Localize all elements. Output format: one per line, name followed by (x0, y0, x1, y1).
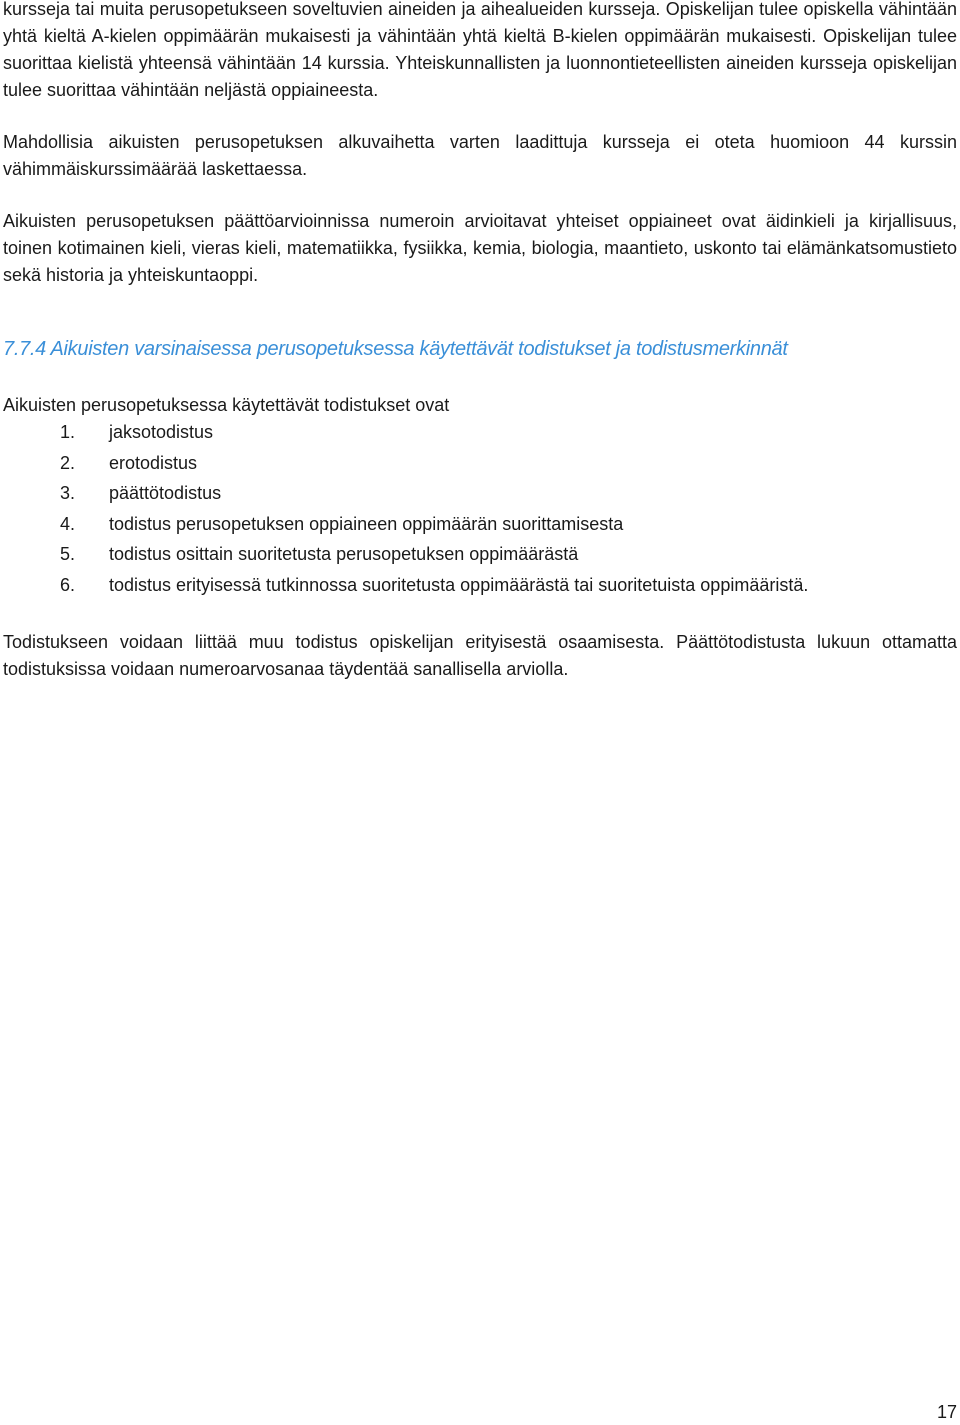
list-item-number: 6. (59, 574, 75, 595)
list-item (3, 419, 808, 450)
paragraph-language-courses: kursseja tai muita perusopetukseen soveltuvien aineiden ja aihealueiden kursseja. Opiskelijan tulee opiskella vähintään yhtä kieltä A-kielen oppimäärän mukaisesti ja vähintään yhtä kieltä B-kielen oppimäärän mukaisesti. Opiskelijan tulee suorittaa kielistä yhteensä vähintään 14 kurssia. Yhteiskunnallisten ja luonnontieteellisten aineiden kursseja opiskelijan tulee suorittaa vähintään neljästä oppiaineesta. (3, 0, 957, 100)
section-heading: 7.7.4 Aikuisten varsinaisessa perusopetuksessa käytettävät todistukset ja todistusmerkinnät (3, 338, 788, 360)
list-item-number: 4. (59, 513, 75, 534)
certificates-list (3, 419, 808, 603)
list-item-number: 2. (59, 452, 75, 473)
list-item-number: 1. (59, 422, 75, 442)
list-item (3, 450, 808, 481)
list-item (3, 572, 808, 603)
list-item-number: 5. (59, 544, 75, 565)
list-item-text: päättötodistus (109, 483, 222, 504)
paragraph-initial-phase-courses: Mahdollisia aikuisten perusopetuksen alkuvaihetta varten laadittuja kursseja ei oteta huomioon 44 kurssin vähimmäiskurssimäärää laskettaessa. (3, 132, 957, 179)
paragraph-additional-certificates: Todistukseen voidaan liittää muu todistus opiskelijan erityisestä osaamisesta. Päättötodistusta lukuun ottamatta todistuksissa voidaan numeroarvosanaa täydentää sanallisella arviolla. (3, 632, 957, 679)
list-item (3, 511, 808, 542)
paragraph-final-assessment-subjects: Aikuisten perusopetuksen päättöarvioinnissa numeroin arvioitavat yhteiset oppiaineet ovat äidinkieli ja kirjallisuus, toinen kotimainen kieli, vieras kieli, matematiikka, fysiikka, kemia, biologia, maantieto, uskonto tai elämänkatsomustieto sekä historia ja yhteiskuntaoppi. (3, 211, 957, 285)
list-item-number: 3. (59, 483, 75, 504)
list-item (3, 541, 808, 572)
list-item (3, 480, 808, 511)
page-number: 17 (936, 1402, 957, 1422)
list-item-text: jaksotodistus (109, 422, 214, 442)
certificates-intro: Aikuisten perusopetuksessa käytettävät todistukset ovat (3, 395, 450, 415)
list-item-text: todistus osittain suoritetusta perusopetuksen oppimäärästä (109, 544, 579, 565)
list-item-text: todistus perusopetuksen oppiaineen oppimäärän suorittamisesta (109, 513, 624, 534)
list-item-text: todistus erityisessä tutkinnossa suoritetusta oppimäärästä tai suoritetuista oppimääristä. (109, 574, 809, 595)
list-item-text: erotodistus (109, 452, 198, 473)
